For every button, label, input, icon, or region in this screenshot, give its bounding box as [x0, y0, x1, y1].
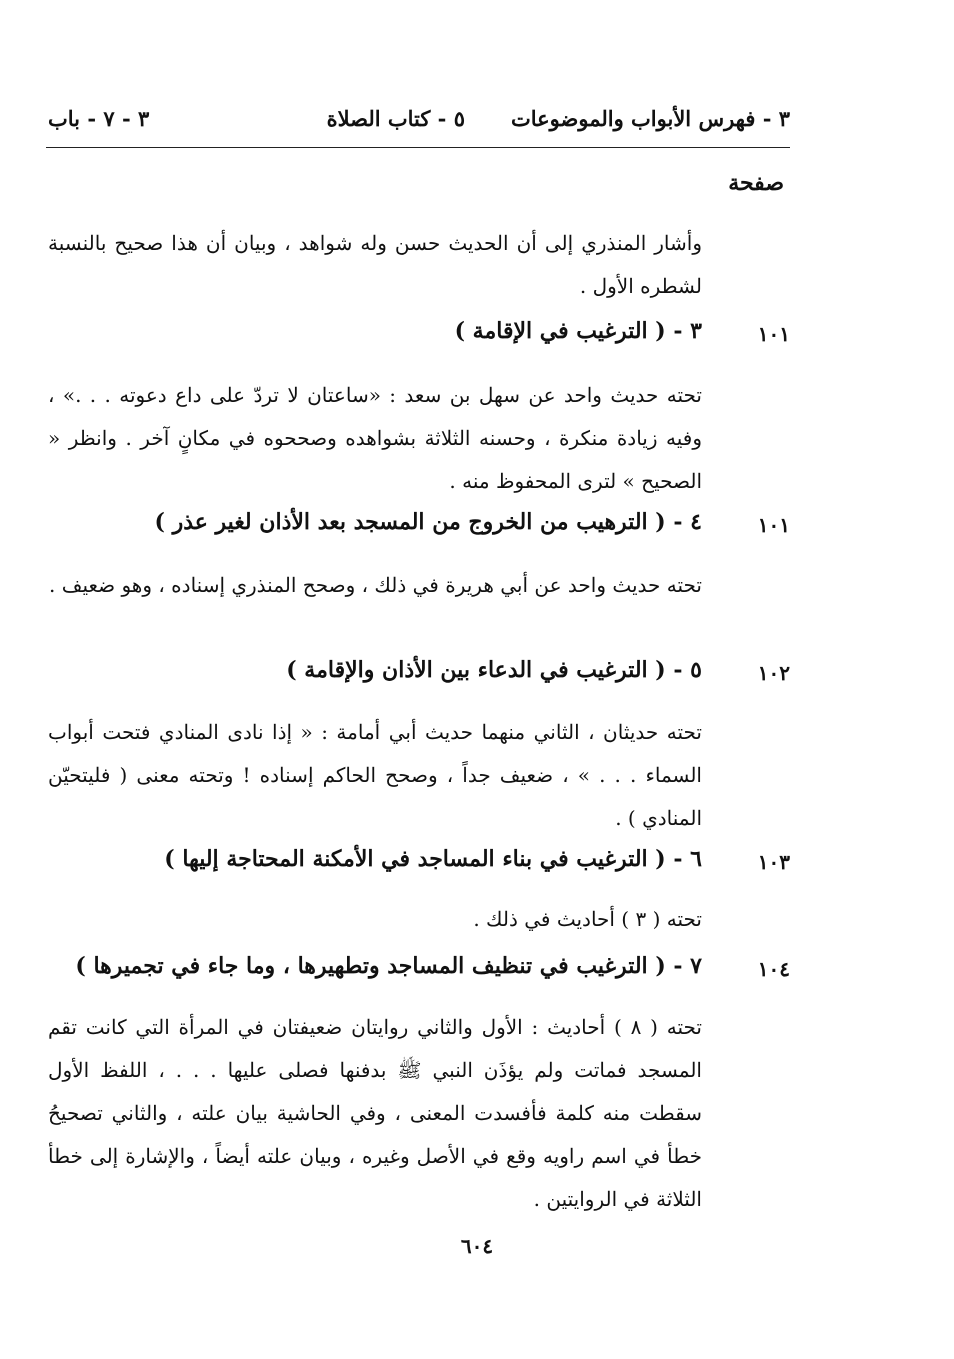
- entry-page-number: ١٠٢: [757, 661, 790, 685]
- index-entry: [48, 951, 790, 995]
- page-column-label: صفحة: [728, 170, 784, 196]
- entry-title: ٣ - ( الترغيب في الإقامة ): [454, 318, 702, 344]
- entry-description: تحته ( ٣ ) أحاديث في ذلك .: [473, 907, 702, 931]
- index-entry: [48, 507, 790, 551]
- page-number: ٦٠٤: [460, 1234, 494, 1258]
- entry-title: ٧ - ( الترغيب في تنظيف المساجد وتطهيرها ، وما جاء في تجميرها ): [75, 953, 702, 979]
- header-section-title: ٣ - فهرس الأبواب والموضوعات: [510, 106, 790, 131]
- entry-description: تحته حديث واحد عن أبي هريرة في ذلك ، وصحح المنذري إسناده ، وهو ضعيف .: [49, 573, 702, 597]
- entry-description: تحته حديثان ، الثاني منهما حديث أبي أمامة : « إذا نادى المنادي فتحت أبواب السماء . . . » ، ضعيف جداً ، وصحح الحاكم إسناده ! وتحته معنى ( فليتحيّن المنادي ) .: [48, 720, 702, 830]
- entry-description: تحته حديث واحد عن سهل بن سعد : «ساعتان لا تردّ على داع دعوته . . .» ، وفيه زيادة منكرة ، وحسنه الثلاثة بشواهده وصححوه في مكانٍ آخر . وانظر « الصحيح » لترى المحفوظ منه .: [48, 383, 703, 493]
- intro-paragraph: وأشار المنذري إلى أن الحديث حسن وله شواهد ، وبيان أن هذا صحيح بالنسبة لشطره الأول .: [48, 231, 702, 298]
- running-header: [48, 100, 790, 140]
- index-entry: [48, 655, 790, 699]
- entry-page-number: ١٠٣: [757, 850, 790, 874]
- header-chapter-ref: ٣ - ٧ - باب: [48, 106, 150, 131]
- index-entry: [48, 316, 790, 360]
- entry-title: ٦ - ( الترغيب في بناء المساجد في الأمكنة المحتاجة إليها ): [164, 846, 702, 872]
- index-entry: [48, 844, 790, 888]
- entry-description: تحته ( ٨ ) أحاديث : الأول والثاني روايتان ضعيفتان في المرأة التي كانت تقم المسجد فماتت ولم يؤذَن النبي ﷺ بدفنها فصلى عليها . . . ، اللفظ الأول سقطت منه كلمة فأفسدت المعنى ، وفي الحاشية بيان علته ، والثاني تصحيحُ خطأ في اسم راويه وقع في الأصل وغيره ، وبيان علته أيضاً ، والإشارة إلى خطأ الثلاثة في الروايتين .: [48, 1015, 702, 1211]
- entry-title: ٥ - ( الترغيب في الدعاء بين الأذان والإقامة ): [286, 657, 702, 683]
- header-divider: [46, 147, 790, 148]
- entry-title: ٤ - ( الترهيب من الخروج من المسجد بعد الأذان لغير عذر ): [154, 509, 702, 535]
- entry-page-number: ١٠١: [757, 322, 790, 346]
- entry-page-number: ١٠١: [757, 513, 790, 537]
- entry-page-number: ١٠٤: [757, 957, 790, 981]
- header-book-title: ٥ - كتاب الصلاة: [326, 106, 465, 131]
